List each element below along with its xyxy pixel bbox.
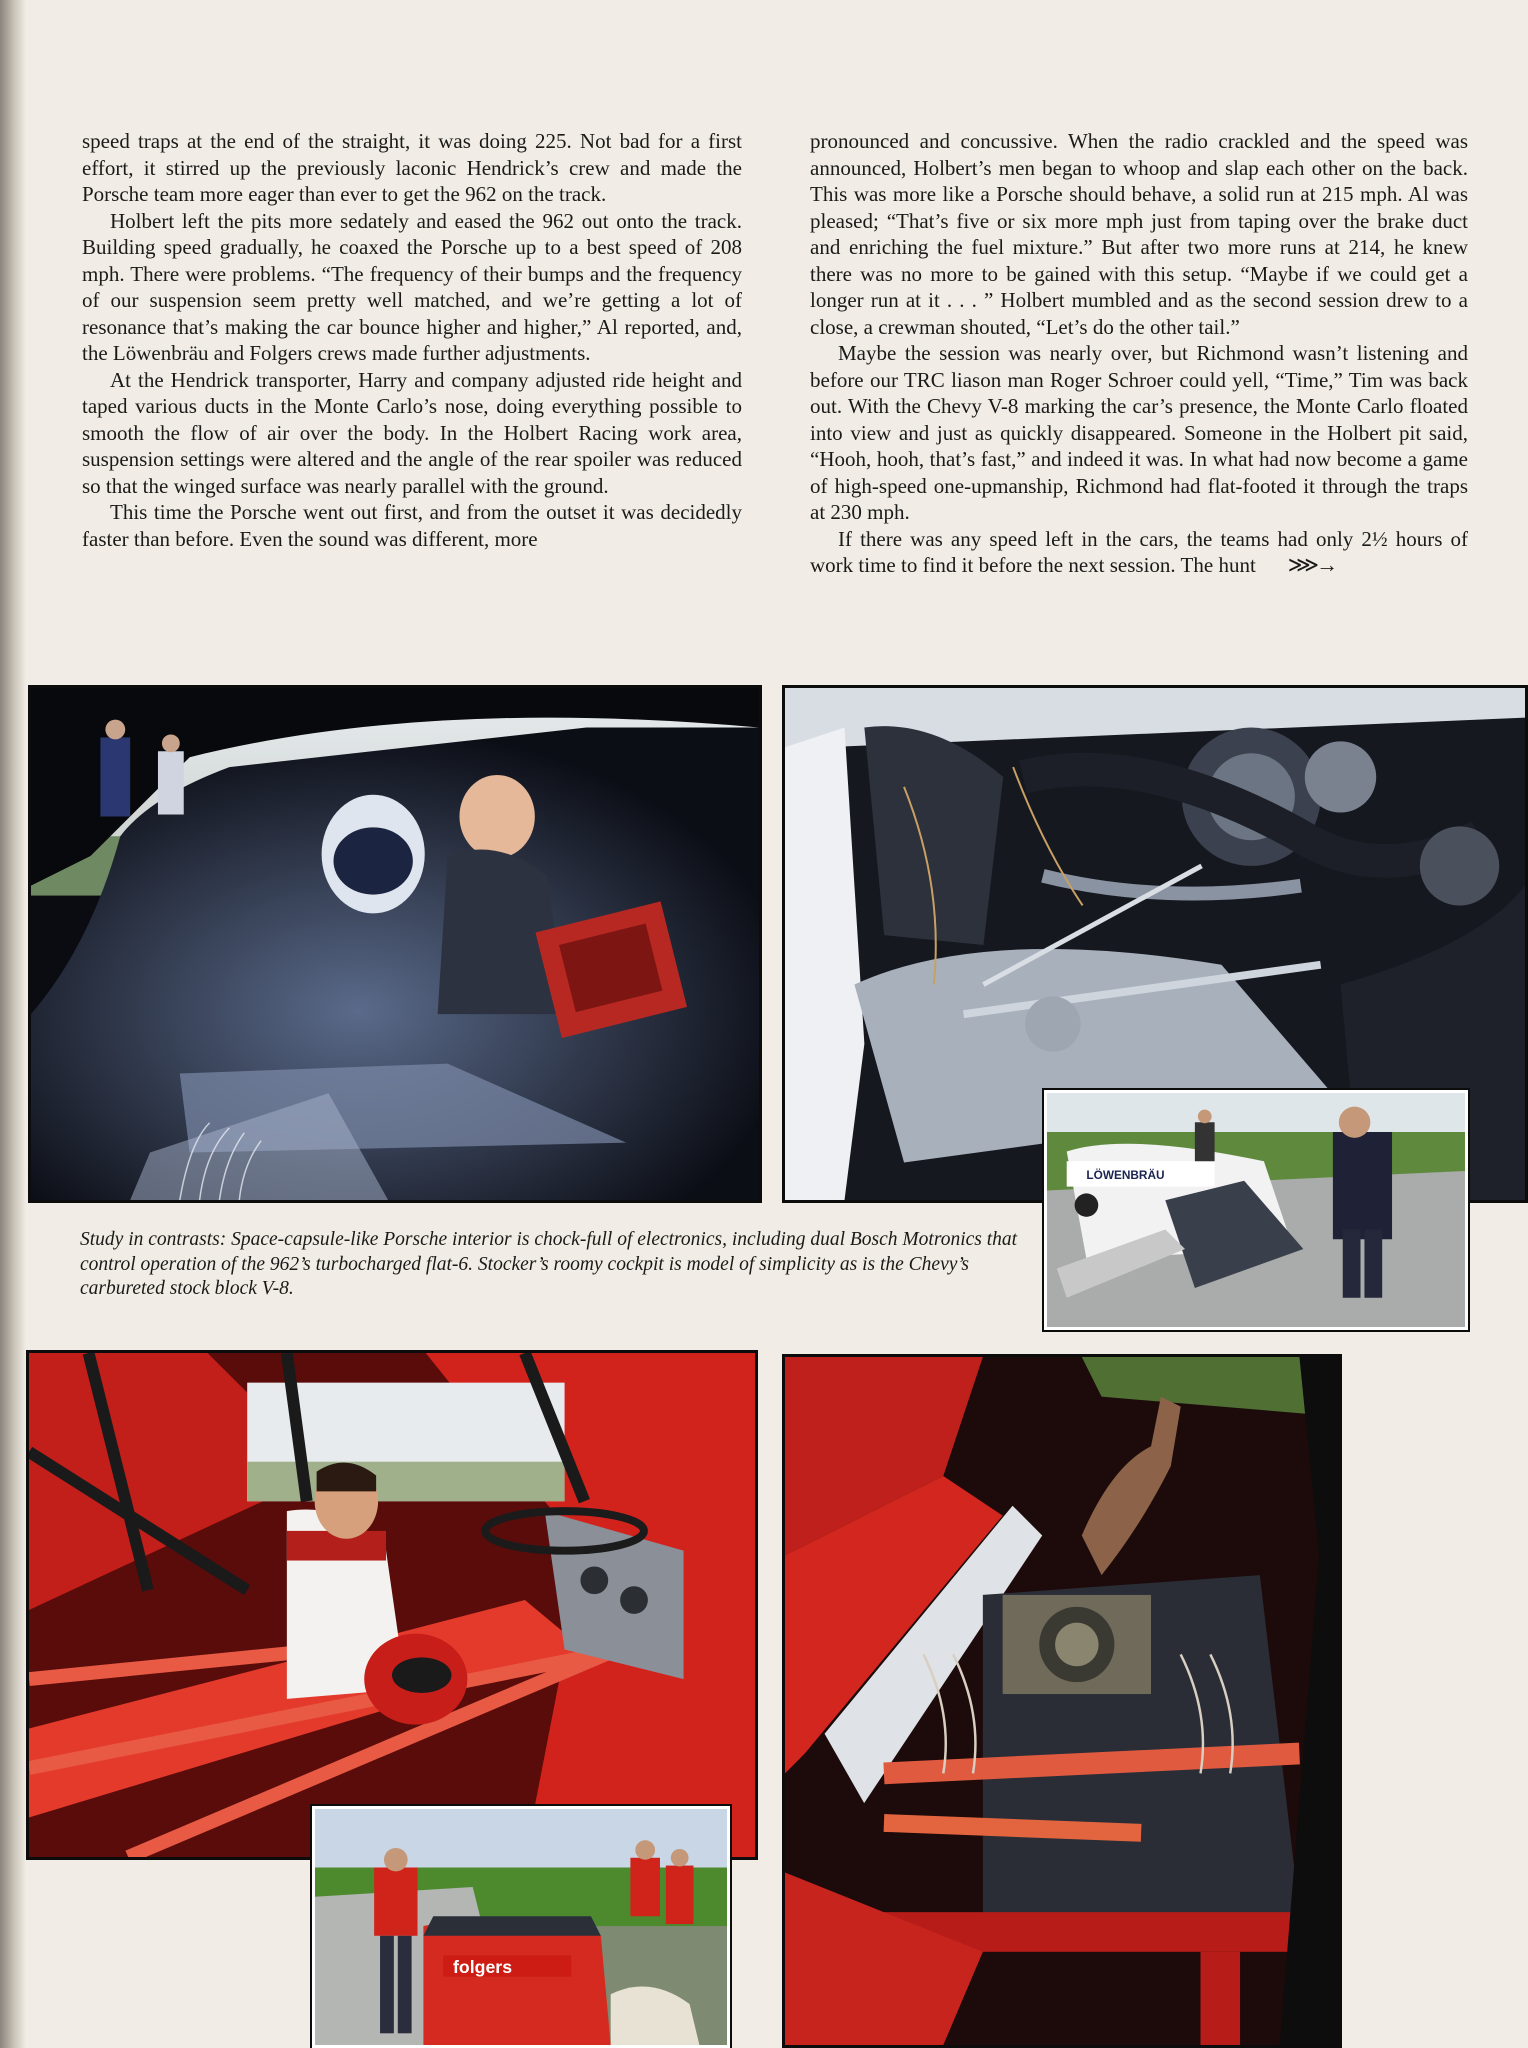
photo-folgers-crew — [312, 1806, 730, 2048]
article-paragraph-text: If there was any speed left in the cars, the teams had only 2½ hours of work time to find it before the next session. The hunt — [810, 526, 1468, 577]
article-paragraph — [810, 526, 1468, 579]
photo-porsche-interior — [28, 685, 762, 1203]
article-paragraph: pronounced and concussive. When the radio crackled and the speed was announced, Holbert’s men began to whoop and slap each other on the back. This was more like a Porsche should behave, a solid run at 215 mph. Al was pleased; “That’s five or six more mph just from taping over the brake duct and enriching the fuel mixture.” But after two more runs at 214, he knew there was no more to be gained with this setup. “Maybe if we could get a longer run at it . . . ” Holbert mumbled and as the second session drew to a close, a crewman shouted, “Let’s do the other tail.” — [810, 129, 1468, 339]
chevy-cockpit-image — [29, 1353, 755, 1857]
article-paragraph: This time the Porsche went out first, and from the outset it was decidedly faster than before. Even the sound was different, more — [82, 500, 742, 551]
porsche-cockpit-image — [31, 688, 759, 1200]
article-paragraph: speed traps at the end of the straight, it was doing 225. Not bad for a first effort, it stirred up the previously laconic Hendrick’s crew and made the Porsche team more eager than ever to get the 962 on the track. — [82, 129, 742, 206]
chevy-engine-image — [785, 1357, 1339, 2045]
article-paragraph: At the Hendrick transporter, Harry and company adjusted ride height and taped various ducts in the Monte Carlo’s nose, doing everything possible to smooth the flow of air over the body. In the Holbert Racing work area, suspension settings were altered and the angle of the rear spoiler was reduced so that the winged surface was nearly parallel with the ground. — [82, 367, 742, 498]
folgers-crew-image — [315, 1809, 727, 2045]
article-column-right — [810, 128, 1468, 579]
photo-chevy-engine — [782, 1354, 1342, 2048]
porsche-car-sponsor: LÖWENBRÄU — [1086, 1168, 1165, 1182]
porsche-crew-image — [1047, 1093, 1465, 1327]
article-paragraph: Holbert left the pits more sedately and eased the 962 out onto the track. Building speed gradually, he coaxed the Porsche up to a best speed of 208 mph. There were problems. “The frequency of their bumps and the frequency of our suspension seem pretty well matched, and we’re getting a lot of resonance that’s making the car bounce higher and higher,” Al reported, and, the Löwenbräu and Folgers crews made further adjustments. — [82, 208, 742, 365]
continue-arrow-icon: ⋙→ — [1287, 552, 1336, 577]
article-paragraph: Maybe the session was nearly over, but Richmond wasn’t listening and before our TRC liason man Roger Schroer could yell, “Time,” Tim was back out. With the Chevy V-8 marking the car’s presence, the Monte Carlo floated into view and just as quickly disappeared. Someone in the Holbert pit said, “Hooh, hooh, that’s fast,” and indeed it was. In what had now become a game of high-speed one-upmanship, Richmond had flat-footed it through the traps at 230 mph. — [810, 341, 1468, 524]
photo-caption: Study in contrasts: Space-capsule-like Porsche interior is chock-full of electronics, including dual Bosch Motronics that control operation of the 962’s turbocharged flat-6. Stocker’s roomy cockpit is model of simplicity as is the Chevy’s carbureted stock block V-8. — [80, 1229, 1018, 1299]
photo-chevy-cockpit — [26, 1350, 758, 1860]
show-through-text — [1350, 1600, 1528, 2040]
photo-porsche-crew — [1044, 1090, 1468, 1330]
page-binding-shadow — [0, 0, 26, 2048]
folgers-car-sponsor: folgers — [452, 1956, 513, 1977]
article-column-left — [82, 128, 742, 552]
